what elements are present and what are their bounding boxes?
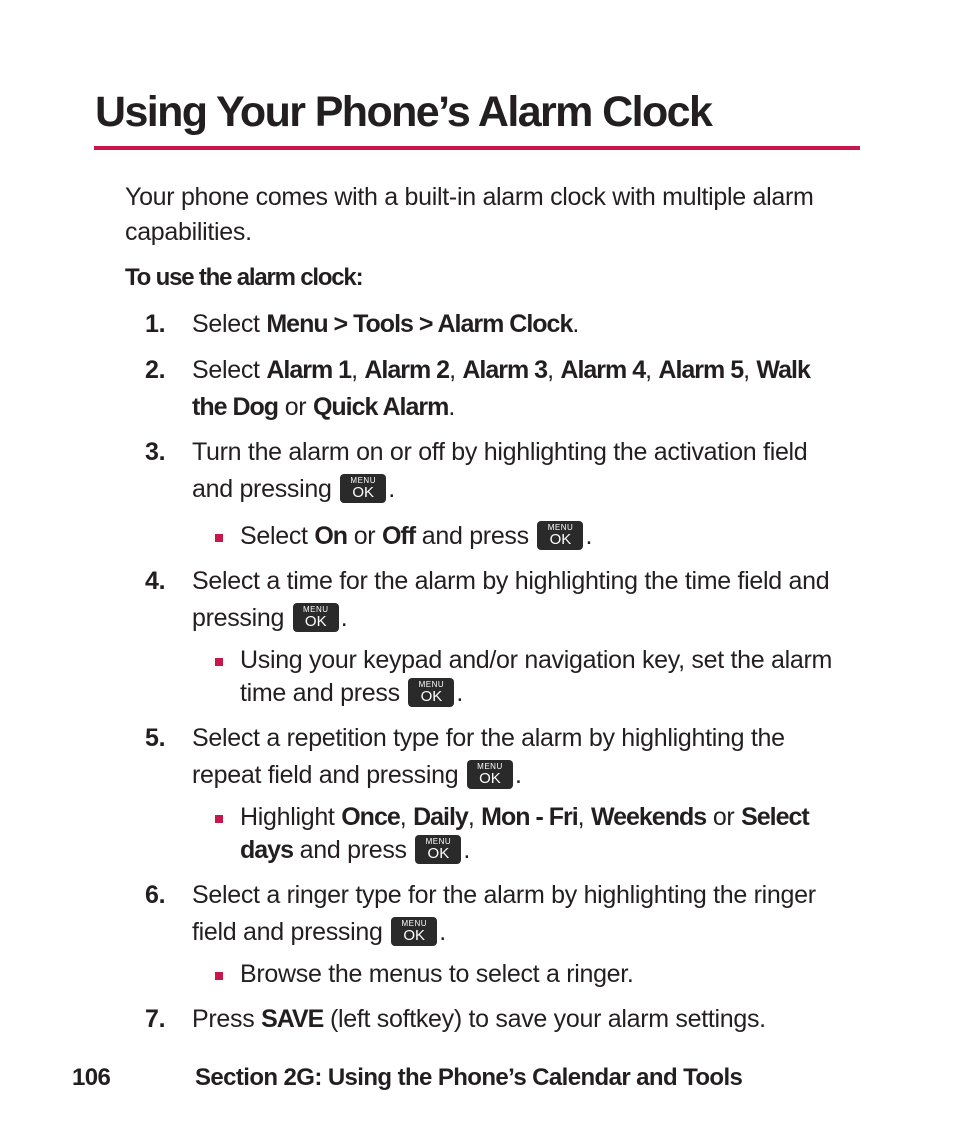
bullet-text: Browse the menus to select a ringer. — [240, 960, 634, 988]
title-rule — [94, 146, 860, 150]
step-2 — [145, 352, 845, 426]
bullet-square-icon — [215, 815, 223, 823]
step-number: 7. — [145, 1005, 166, 1033]
step-number: 5. — [145, 724, 166, 752]
bullet-text: Select On or Off and press MENU OK . — [240, 522, 593, 550]
bullet-text: Using your keypad and/or navigation key, set the alarm time and press MENU OK . — [240, 646, 833, 707]
step-text: Select Menu > Tools > Alarm Clock. — [192, 310, 580, 338]
step-number: 6. — [145, 881, 166, 909]
step-5 — [145, 720, 845, 794]
step-number: 3. — [145, 438, 166, 466]
bullet-5 — [215, 801, 835, 867]
step-text: Select Alarm 1, Alarm 2, Alarm 3, Alarm 4, Alarm 5, Walk the Dog or Quick Alarm. — [192, 356, 810, 421]
bullet-square-icon — [215, 534, 223, 542]
step-text: Select a repetition type for the alarm by highlighting the repeat field and pressing MENU OK . — [192, 724, 785, 789]
step-1 — [145, 306, 845, 343]
bullet-text: Highlight Once, Daily, Mon - Fri, Weekends or Select days and press MENU OK . — [240, 803, 809, 864]
step-text: Select a time for the alarm by highlighting the time field and pressing MENU OK . — [192, 567, 830, 632]
page-number: 106 — [72, 1064, 111, 1091]
step-number: 1. — [145, 310, 166, 338]
step-6 — [145, 877, 845, 951]
bullet-square-icon — [215, 658, 223, 666]
menu-ok-key-icon: MENU OK — [340, 474, 386, 503]
menu-ok-key-icon: MENU OK — [391, 917, 437, 946]
step-4 — [145, 563, 845, 637]
step-number: 2. — [145, 356, 166, 384]
bullet-6 — [215, 958, 835, 991]
menu-ok-key-icon: MENU OK — [293, 603, 339, 632]
menu-ok-key-icon: MENU OK — [537, 521, 583, 550]
menu-ok-key-icon: MENU OK — [408, 678, 454, 707]
step-text: Turn the alarm on or off by highlighting the activation field and pressing MENU OK . — [192, 438, 808, 503]
page-footer — [72, 1061, 872, 1095]
bullet-square-icon — [215, 972, 223, 980]
menu-ok-key-icon: MENU OK — [467, 760, 513, 789]
instructions-subhead: To use the alarm clock: — [125, 264, 363, 291]
menu-ok-key-icon: MENU OK — [415, 835, 461, 864]
bullet-4 — [215, 644, 835, 710]
section-title: Section 2G: Using the Phone’s Calendar and Tools — [195, 1064, 743, 1091]
bullet-3 — [215, 520, 835, 553]
intro-paragraph: Your phone comes with a built-in alarm clock with multiple alarm capabilities. — [125, 183, 814, 246]
step-3 — [145, 434, 845, 508]
step-text: Press SAVE (left softkey) to save your alarm settings. — [192, 1005, 766, 1033]
page-title: Using Your Phone’s Alarm Clock — [95, 88, 712, 136]
step-number: 4. — [145, 567, 166, 595]
step-7 — [145, 1001, 845, 1038]
step-text: Select a ringer type for the alarm by highlighting the ringer field and pressing MENU OK . — [192, 881, 816, 946]
